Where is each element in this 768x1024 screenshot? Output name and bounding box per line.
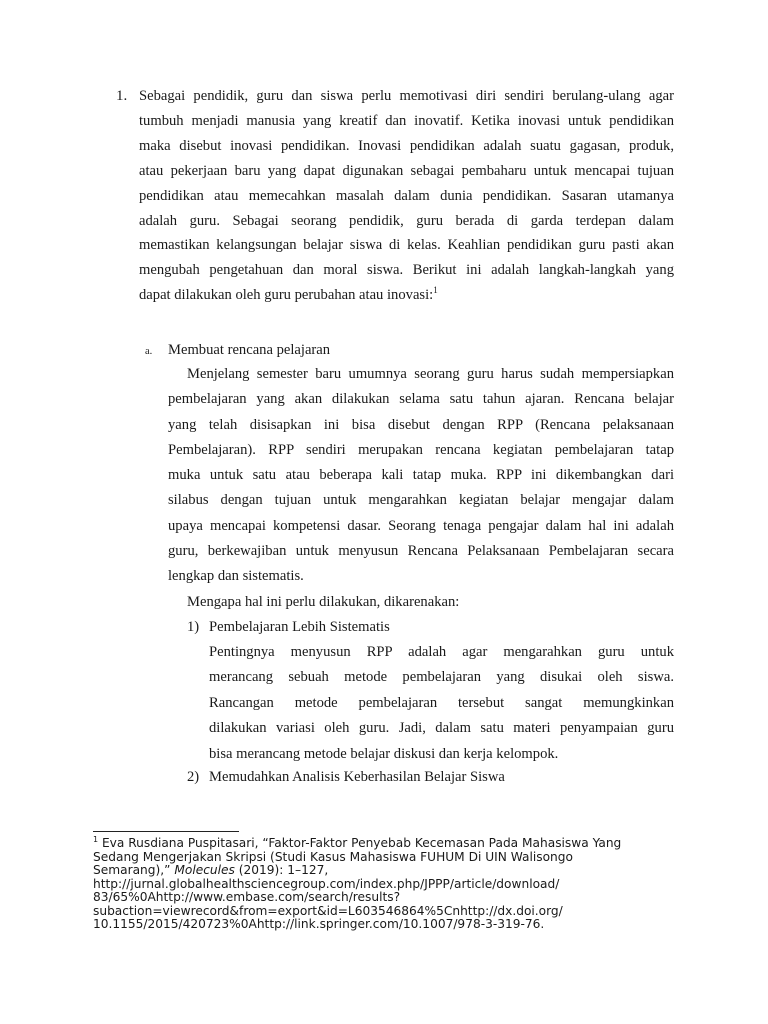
reason-item-1 (187, 615, 674, 640)
text-line: mengubah pengetahuan dan moral siswa. Berikut ini adalah langkah-langkah yang (139, 262, 674, 279)
text-line: Menjelang semester baru umumnya seorang guru harus sudah mempersiapkan (187, 366, 674, 382)
text-line: maka disebut inovasi pendidikan. Inovasi pendidikan adalah suatu gagasan, produk, (139, 137, 674, 154)
text-line: silabus dengan tujuan untuk mengarahkan kegiatan belajar mengajar dalam (168, 492, 674, 509)
text-line: merancang sebuah metode pembelajaran yang disukai oleh siswa. (209, 669, 674, 686)
text-line: Pentingnya menyusun RPP adalah agar mengarahkan guru untuk (209, 644, 674, 660)
list-number: 1. (116, 88, 128, 104)
text-line: adalah guru. Sebagai seorang pendidik, guru berada di garda terdepan dalam (139, 212, 674, 229)
text-line: lengkap dan sistematis. (168, 568, 304, 585)
footnote-line (93, 834, 693, 851)
text-line: tumbuh menjadi manusia yang kreatif dan inovatif. Ketika inovasi untuk pendidikan (139, 112, 674, 129)
reason-intro: Mengapa hal ini perlu dilakukan, dikarenakan: (187, 594, 460, 610)
footnote-text: Semarang),” (93, 863, 175, 877)
footnote-reference[interactable]: 1 (433, 285, 438, 296)
reason-number: 2) (187, 769, 200, 785)
footnote-line: Sedang Mengerjakan Skripsi (Studi Kasus Mahasiswa FUHUM Di UIN Walisongo (93, 849, 573, 864)
footnote-number: 1 (93, 834, 99, 844)
footnote-url[interactable]: 10.1155/2015/420723%0Ahttp://link.springer.com/10.1007/978-3-319-76. (93, 917, 545, 931)
reason-title: Pembelajaran Lebih Sistematis (209, 619, 390, 635)
sub-item-a (145, 338, 674, 363)
text-line: atau pekerjaan baru yang dapat digunakan sebagai pembaharu untuk mencapai tujuan (139, 162, 674, 179)
sub-item-heading: Membuat rencana pelajaran (168, 342, 331, 358)
text-line: yang telah disisapkan ini bisa disebut dengan RPP (Rencana pelaksanaan (168, 416, 674, 433)
reason-title: Memudahkan Analisis Keberhasilan Belajar Siswa (209, 769, 505, 785)
footnote-line (93, 864, 693, 878)
text-line (139, 283, 674, 308)
reason-item-2 (187, 765, 674, 790)
sub-item-marker: a. (145, 346, 153, 357)
reason-number: 1) (187, 619, 200, 635)
text-line: muka untuk satu atau beberapa kali tatap muka. RPP ini dikembangkan dari (168, 467, 674, 484)
text-line: pendidikan atau memecahkan masalah dalam dunia pendidikan. Sasaran utamanya (139, 187, 674, 204)
footnote (93, 834, 693, 932)
text-line-content: dapat dilakukan oleh guru perubahan atau inovasi: (139, 287, 434, 304)
text-line: Sebagai pendidik, guru dan siswa perlu memotivasi diri sendiri berulang-ulang agar (139, 88, 674, 104)
text-line: Rancangan metode pembelajaran tersebut sangat memungkinkan (209, 694, 674, 711)
footnote-journal: Molecules (174, 863, 235, 877)
text-line: bisa merancang metode belajar diskusi dan kerja kelompok. (209, 745, 559, 762)
footnote-separator (93, 831, 239, 832)
text-line: memastikan kelangsungan belajar siswa di kelas. Keahlian pendidikan guru pasti akan (139, 237, 674, 254)
list-item-1 (116, 84, 674, 308)
footnote-url[interactable]: 83/65%0Ahttp://www.embase.com/search/results? (93, 890, 401, 904)
text-line: upaya mencapai kompetensi dasar. Seorang tenaga pengajar dalam hal ini adalah (168, 517, 674, 534)
text-line: pembelajaran yang akan dilakukan selama satu tahun ajaran. Rencana belajar (168, 391, 674, 408)
footnote-url[interactable]: http://jurnal.globalhealthsciencegroup.com/index.php/JPPP/article/download/ (93, 876, 560, 891)
footnote-url[interactable]: subaction=viewrecord&from=export&id=L603546864%5Cnhttp://dx.doi.org/ (93, 903, 563, 918)
list-item-body (139, 84, 674, 308)
text-line: Pembelajaran). RPP sendiri merupakan rencana kegiatan pembelajaran tatap (168, 441, 674, 458)
text-line: guru, berkewajiban untuk menyusun Rencana Pelaksanaan Pembelajaran secara (168, 543, 674, 560)
reason-paragraph (209, 640, 674, 767)
footnote-text: (2019): 1–127, (234, 863, 329, 877)
footnote-text: Eva Rusdiana Puspitasari, “Faktor-Faktor Penyebab Kecemasan Pada Mahasiswa Yang (98, 836, 622, 850)
text-line: dilakukan variasi oleh guru. Jadi, dalam satu materi penyampaian guru (209, 720, 674, 737)
sub-item-paragraph (168, 362, 674, 590)
